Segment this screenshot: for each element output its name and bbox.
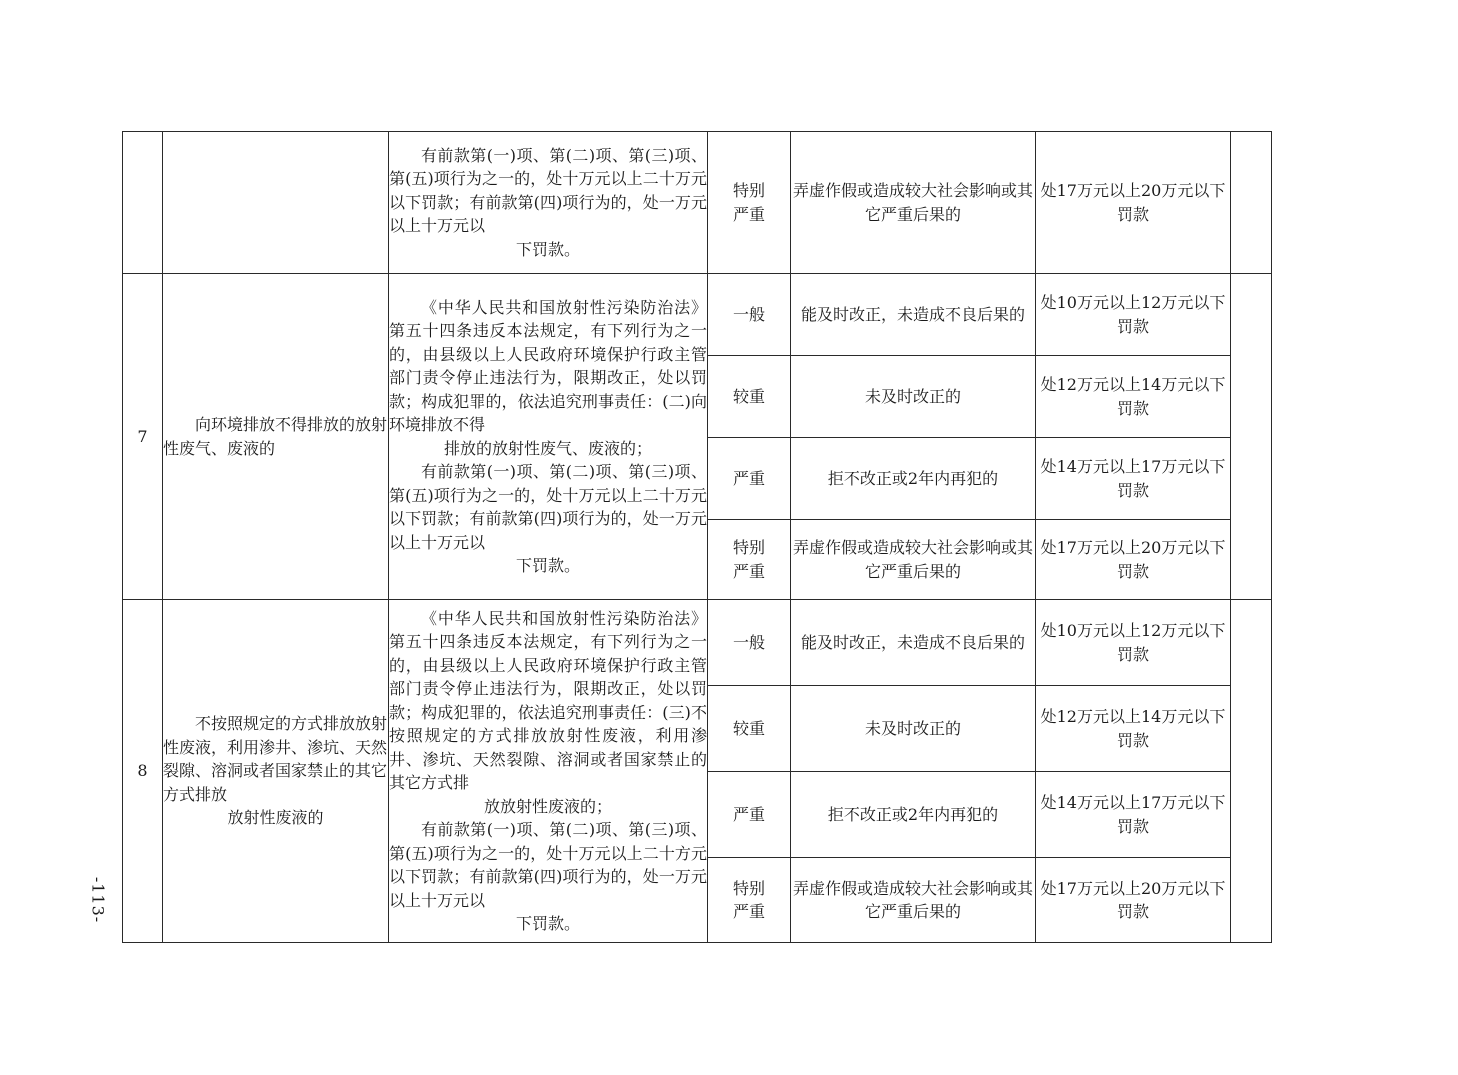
circumstance-cell: 弄虚作假或造成较大社会影响或其它严重后果的 <box>791 132 1036 274</box>
level-cell: 特别 严重 <box>708 132 791 274</box>
number-cell <box>123 132 163 274</box>
penalty-table <box>122 131 1272 943</box>
remark-cell <box>1231 132 1272 274</box>
penalty-rule-text: 有前款第(一)项、第(二)项、第(三)项、第(五)项行为之一的，处十万元以上二十方元以下罚款；有前款第(四)项行为的，处一万元以上十万元以 下罚款。 <box>389 820 707 933</box>
penalty-cell: 处12万元以上14万元以下罚款 <box>1036 686 1231 772</box>
circumstance-cell: 能及时改正，未造成不良后果的 <box>791 274 1036 356</box>
circumstance-cell: 能及时改正，未造成不良后果的 <box>791 600 1036 686</box>
penalty-cell: 处10万元以上12万元以下罚款 <box>1036 274 1231 356</box>
penalty-cell: 处10万元以上12万元以下罚款 <box>1036 600 1231 686</box>
penalty-cell: 处17万元以上20万元以下罚款 <box>1036 132 1231 274</box>
penalty-cell: 处14万元以上17万元以下罚款 <box>1036 438 1231 520</box>
table-row <box>123 274 1272 356</box>
penalty-cell: 处14万元以上17万元以下罚款 <box>1036 772 1231 858</box>
penalty-cell: 处17万元以上20万元以下罚款 <box>1036 858 1231 943</box>
level-cell: 一般 <box>708 274 791 356</box>
remark-cell <box>1231 274 1272 600</box>
law-basis-cell <box>389 600 708 943</box>
penalty-cell: 处12万元以上14万元以下罚款 <box>1036 356 1231 438</box>
circumstance-cell: 拒不改正或2年内再犯的 <box>791 438 1036 520</box>
level-cell: 严重 <box>708 438 791 520</box>
law-text: 《中华人民共和国放射性污染防治法》第五十四条违反本法规定，有下列行为之一的，由县级以上人民政府环境保护行政主管部门责令停止违法行为，限期改正，处以罚款；构成犯罪的，依法追究刑事责任：(三)不按照规定的方式排放放射性废液，利用渗井、渗坑、天然裂隙、溶洞或者国家禁止的其它方式排 放放射性废液的； <box>389 608 707 816</box>
violation-name: 不按照规定的方式排放放射性废液，利用渗井、渗坑、天然裂隙、溶洞或者国家禁止的其它方式排放 放射性废液的 <box>163 600 389 943</box>
level-cell: 较重 <box>708 356 791 438</box>
circumstance-cell: 拒不改正或2年内再犯的 <box>791 772 1036 858</box>
circumstance-cell: 未及时改正的 <box>791 686 1036 772</box>
level-cell: 一般 <box>708 600 791 686</box>
penalty-cell: 处17万元以上20万元以下罚款 <box>1036 520 1231 600</box>
table-row <box>123 600 1272 686</box>
violation-name: 向环境排放不得排放的放射性废气、废液的 <box>163 274 389 600</box>
penalty-rule-text: 有前款第(一)项、第(二)项、第(三)项、第(五)项行为之一的，处十万元以上二十万元以下罚款；有前款第(四)项行为的，处一万元以上十万元以 下罚款。 <box>389 145 707 259</box>
circumstance-cell: 弄虚作假或造成较大社会影响或其它严重后果的 <box>791 520 1036 600</box>
violation-cell <box>163 132 389 274</box>
remark-cell <box>1231 600 1272 943</box>
page-number: -113- <box>88 876 108 924</box>
level-cell: 严重 <box>708 772 791 858</box>
circumstance-cell: 弄虚作假或造成较大社会影响或其它严重后果的 <box>791 858 1036 943</box>
penalty-rule-text: 有前款第(一)项、第(二)项、第(三)项、第(五)项行为之一的，处十万元以上二十万元以下罚款；有前款第(四)项行为的，处一万元以上十万元以 下罚款。 <box>389 462 707 575</box>
law-basis-cell <box>389 132 708 274</box>
level-cell: 较重 <box>708 686 791 772</box>
section-number: 8 <box>123 600 163 943</box>
section-number: 7 <box>123 274 163 600</box>
circumstance-cell: 未及时改正的 <box>791 356 1036 438</box>
level-cell: 特别 严重 <box>708 858 791 943</box>
table-row-continuation <box>123 132 1272 274</box>
law-text: 《中华人民共和国放射性污染防治法》第五十四条违反本法规定，有下列行为之一的，由县级以上人民政府环境保护行政主管部门责令停止违法行为，限期改正，处以罚款；构成犯罪的，依法追究刑事责任：(二)向环境排放不得 排放的放射性废气、废液的； <box>389 297 707 458</box>
level-cell: 特别 严重 <box>708 520 791 600</box>
law-basis-cell <box>389 274 708 600</box>
